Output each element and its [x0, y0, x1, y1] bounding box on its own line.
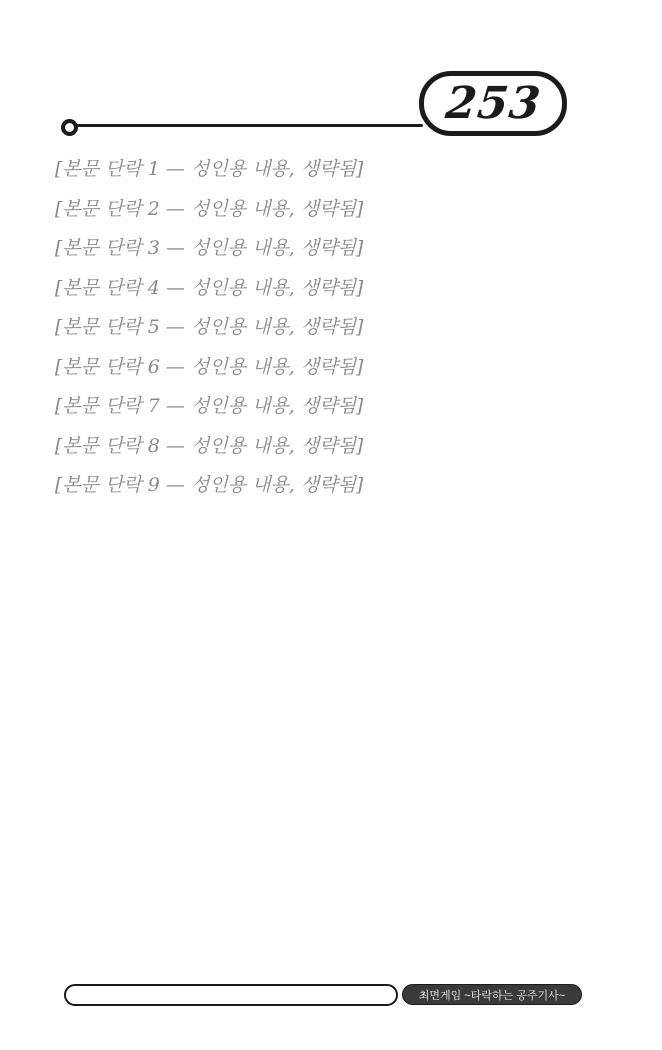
paragraph: [본문 단락 5 — 성인용 내용, 생략됨]: [54, 316, 364, 338]
paragraph: [본문 단락 3 — 성인용 내용, 생략됨]: [54, 237, 364, 259]
footer-rule-bar: [64, 984, 398, 1006]
paragraph: [본문 단락 8 — 성인용 내용, 생략됨]: [54, 434, 364, 457]
body-text-block: [34, 150, 630, 506]
paragraph: [본문 단락 4 — 성인용 내용, 생략됨]: [54, 276, 364, 299]
header-rule: [76, 124, 423, 127]
series-title-label: 최면게임 ~타락하는 공주기사~: [402, 984, 582, 1005]
page-number-badge: [419, 71, 567, 136]
header-ring-ornament: [61, 119, 78, 136]
paragraph: [본문 단락 2 — 성인용 내용, 생략됨]: [54, 197, 364, 220]
paragraph: [본문 단락 9 — 성인용 내용, 생략됨]: [54, 474, 364, 496]
paragraph: [본문 단락 7 — 성인용 내용, 생략됨]: [54, 395, 364, 417]
paragraph: [본문 단락 6 — 성인용 내용, 생략됨]: [54, 355, 364, 378]
paragraph: [본문 단락 1 — 성인용 내용, 생략됨]: [54, 158, 364, 180]
page-number: 253: [442, 78, 544, 129]
